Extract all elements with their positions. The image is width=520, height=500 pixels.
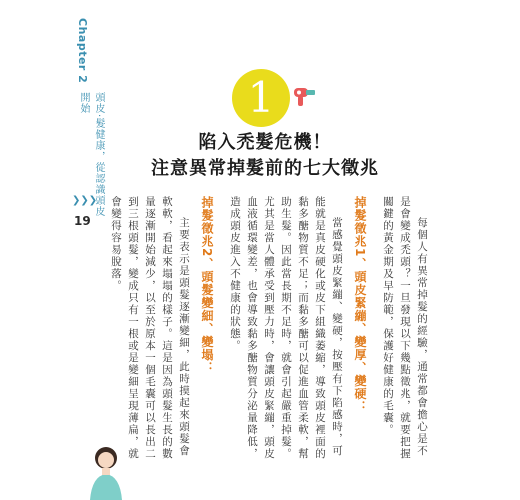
- section-number-badge: 1: [232, 69, 290, 127]
- sign-2-heading: 掉髮徵兆2、頭髮變細、變塌：: [200, 196, 214, 375]
- chevron-down-icon: ❯❯❯: [72, 195, 98, 206]
- chapter-subtitle: 頭皮·髮健康，從認識頭皮開始: [78, 92, 104, 218]
- page-number: 19: [74, 214, 91, 228]
- girl-illustration: [84, 440, 128, 500]
- title-line-1: 陷入禿髮危機！: [198, 132, 332, 153]
- sign-1-paragraph: 當感覺頭皮緊繃、變硬，按壓有下陷感時，可能就是真皮硬化或皮下組織萎縮，導致頭皮裡面的黏多醣物質不足；而黏多醣可以促進血管柔軟，幫助生髮。因此當長期不足時，就會引起嚴重掉髮。尤其是當人體承受到壓力時，會讓頭皮緊繃，頭皮血液循環變差，也會導致黏多醣物質分泌量降低，造成頭皮進入不健康的狀態。: [229, 196, 343, 460]
- page-title: [150, 130, 380, 182]
- sign-1-heading: 掉髮徵兆1、頭皮緊繃、變厚、變硬：: [353, 196, 367, 414]
- body-text: [110, 196, 430, 466]
- title-line-2: 注意異常掉髮前的七大徵兆: [151, 158, 379, 179]
- chapter-label: Chapter 2: [76, 18, 89, 84]
- sign-2-paragraph: 主要表示是頭髮逐漸變細，此時摸起來頭髮會軟軟，看起來塌塌的樣子。這是因為頭髮生長的數量逐漸開始減少，以至於原本一個毛囊可以長出二到三根頭髮，變成只有一根或是變細呈現薄扁，就會變得容易脫落。: [110, 196, 190, 460]
- intro-paragraph: 每個人有異常掉髮的經驗，通常都會擔心是不是會變成禿頭？一旦發現以下幾點徵兆，就要把握關鍵的黃金期及早防範，保護好健康的毛囊。: [382, 196, 428, 460]
- hair-dryer-icon: [292, 84, 318, 108]
- margin-strip: [62, 18, 102, 228]
